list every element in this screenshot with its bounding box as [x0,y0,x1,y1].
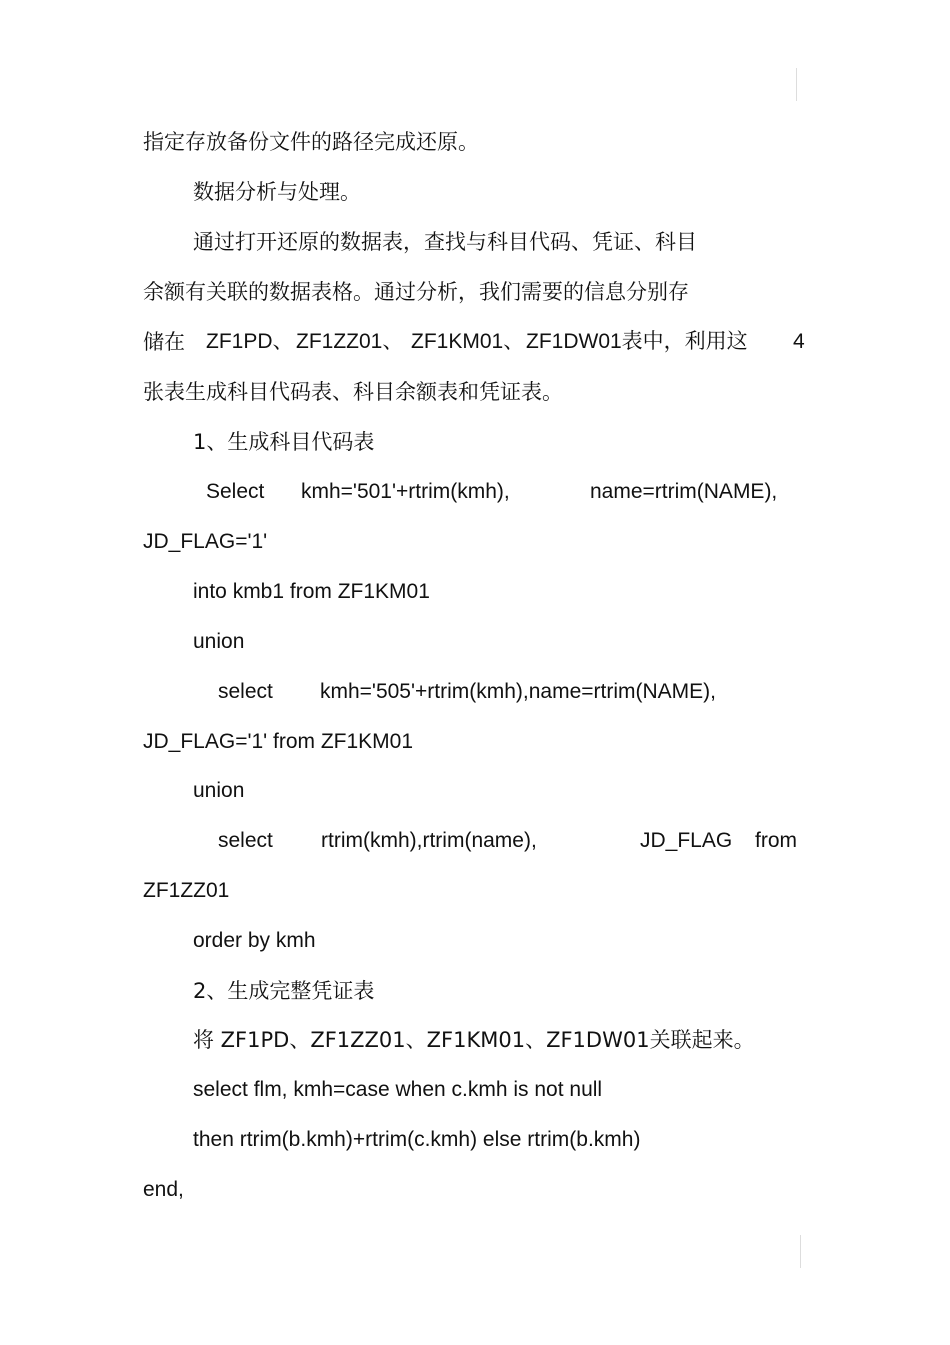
paragraph-line-segment: 储在 [143,330,185,354]
sql-token: kmh='501'+rtrim(kmh), [301,480,510,503]
sql-token: select [218,680,273,703]
sql-line: then rtrim(b.kmh)+rtrim(c.kmh) else rtrim(b.kmh) [193,1128,641,1151]
sql-line: JD_FLAG='1' [143,530,268,553]
sql-token: from [755,829,797,852]
paragraph-line: 数据分析与处理。 [193,180,361,204]
paragraph-line: 指定存放备份文件的路径完成还原。 [143,130,479,154]
sql-line: order by kmh [193,929,316,952]
paragraph-line: 通过打开还原的数据表，查找与科目代码、凭证、科目 [193,230,697,254]
sql-line: union [193,630,245,653]
sql-token: rtrim(kmh),rtrim(name), [321,829,537,852]
sql-line: into kmb1 from ZF1KM01 [193,580,430,603]
paragraph-line-segment: 4 [793,330,805,353]
paragraph-line-segment: ZF1PD、 [206,330,294,353]
paragraph-line: 张表生成科目代码表、科目余额表和凭证表。 [143,380,563,404]
sql-line: union [193,779,245,802]
paragraph-line: 将 ZF1PD、ZF1ZZ01、ZF1KM01、ZF1DW01关联起来。 [193,1028,755,1052]
sql-token: Select [206,480,265,503]
sql-token: JD_FLAG [640,829,733,852]
sql-line: select flm, kmh=case when c.kmh is not null [193,1078,603,1101]
sql-line: end, [143,1178,184,1201]
paragraph-line-segment: ZF1DW01表中，利用这 [526,330,748,353]
paragraph-line-segment: ZF1KM01、 [411,330,525,353]
page-edge-mark [800,1235,801,1268]
page-edge-mark [796,68,797,101]
sql-token: kmh='505'+rtrim(kmh),name=rtrim(NAME), [320,680,716,703]
paragraph-line: 余额有关联的数据表格。通过分析，我们需要的信息分别存 [143,280,689,304]
sql-token: name=rtrim(NAME), [590,480,778,503]
sql-token: select [218,829,273,852]
section-heading: 2、生成完整凭证表 [193,979,375,1003]
sql-line: ZF1ZZ01 [143,879,230,902]
paragraph-line-segment: ZF1ZZ01、 [296,330,404,353]
sql-line: JD_FLAG='1' from ZF1KM01 [143,730,414,753]
section-heading: 1、生成科目代码表 [193,430,375,454]
